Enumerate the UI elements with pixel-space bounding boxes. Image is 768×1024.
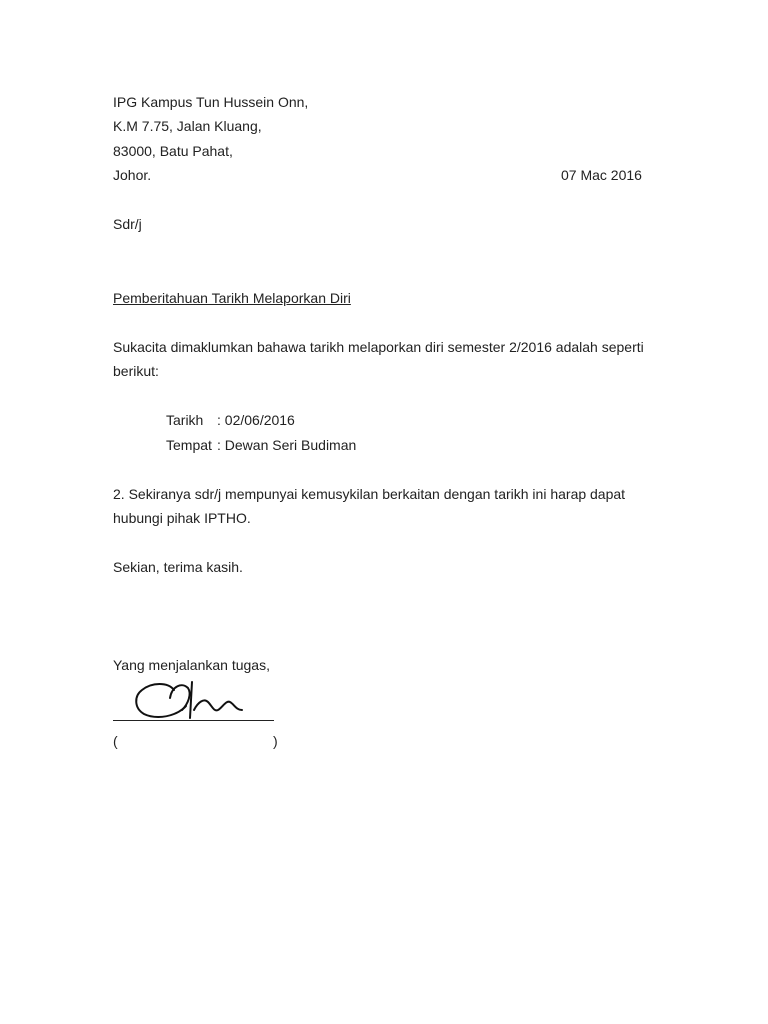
subject-heading: Pemberitahuan Tarikh Melaporkan Diri	[113, 290, 351, 306]
detail-date-value: : 02/06/2016	[217, 412, 295, 428]
detail-place-value: : Dewan Seri Budiman	[217, 437, 357, 453]
salutation: Sdr/j	[113, 216, 142, 232]
address-line-2: K.M 7.75, Jalan Kluang,	[113, 118, 262, 134]
body-paragraph-2-line-2: hubungi pihak IPTHO.	[113, 510, 251, 526]
letter-date: 07 Mac 2016	[561, 167, 642, 183]
detail-date-label: Tarikh	[166, 412, 204, 428]
body-paragraph-2-line-1: 2. Sekiranya sdr/j mempunyai kemusykilan berkaitan dengan tarikh ini harap dapat	[113, 486, 626, 502]
name-bracket-open: (	[113, 733, 118, 749]
body-paragraph-1-line-1: Sukacita dimaklumkan bahawa tarikh melaporkan diri semester 2/2016 adalah seperti	[113, 339, 644, 355]
body-paragraph-1-line-2: berikut:	[113, 363, 159, 379]
closing-line: Sekian, terima kasih.	[113, 559, 243, 575]
handwritten-signature	[130, 676, 250, 720]
signoff-title: Yang menjalankan tugas,	[113, 657, 270, 673]
address-line-4: Johor.	[113, 167, 152, 183]
address-line-3: 83000, Batu Pahat,	[113, 143, 233, 159]
name-bracket-close: )	[273, 733, 278, 749]
address-line-1: IPG Kampus Tun Hussein Onn,	[113, 94, 309, 110]
detail-place-label: Tempat	[166, 437, 212, 453]
signature-line	[113, 720, 274, 721]
